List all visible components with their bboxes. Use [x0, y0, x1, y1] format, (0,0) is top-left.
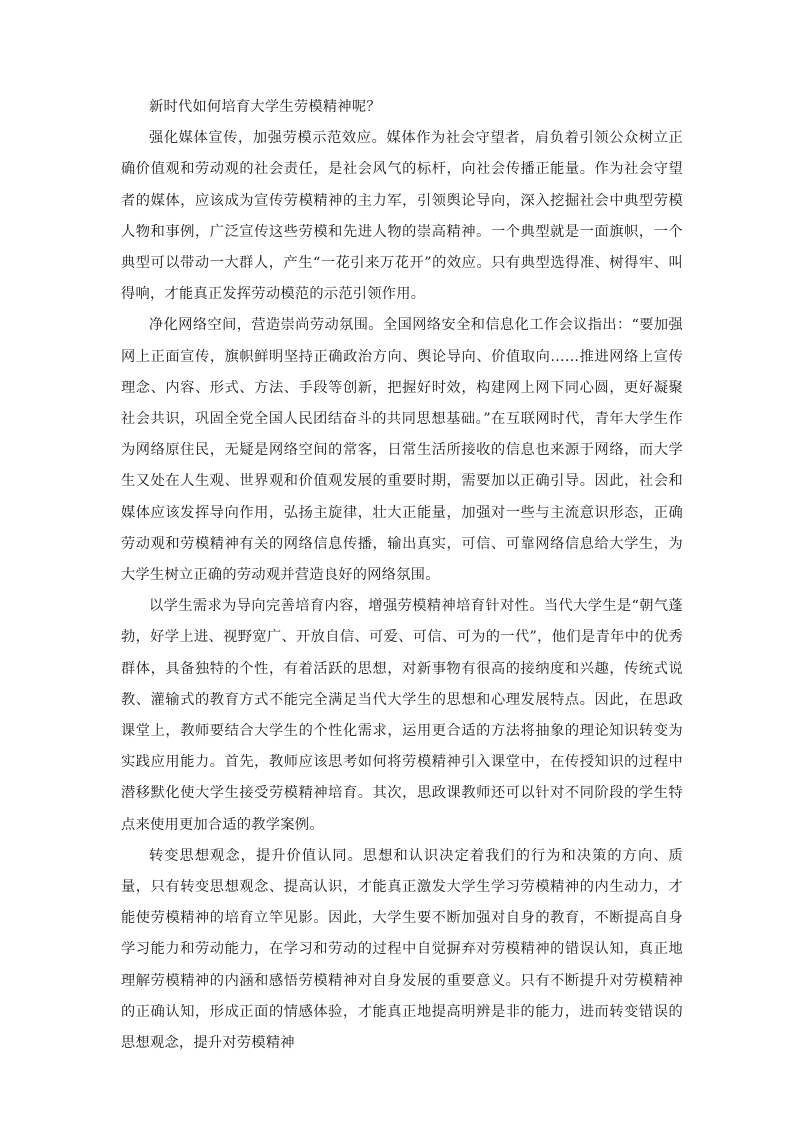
question-heading: 新时代如何培育大学生劳模精神呢？: [149, 99, 381, 115]
document-page: [121, 92, 683, 1059]
paragraph-media-publicity: 强化媒体宣传，加强劳模示范效应。媒体作为社会守望者，肩负着引领公众树立正确价值观和劳动观的社会责任，是社会风气的标杆，向社会传播正能量。作为社会守望者的媒体，应该成为宣传劳模精神的主力军，引领舆论导向，深入挖掘社会中典型劳模人物和事例，广泛宣传这些劳模和先进人物的崇高精神。一个典型就是一面旗帜，一个典型可以带动一大群人，产生“一花引来万花开”的效应。只有典型选得准、树得牢、叫得响，才能真正发挥劳动模范的示范引领作用。: [121, 130, 683, 303]
paragraph-student-needs: 以学生需求为导向完善培育内容，增强劳模精神培育针对性。当代大学生是“朝气蓬勃，好学上进、视野宽广、开放自信、可爱、可信、可为的一代”，他们是青年中的优秀群体，具备独特的个性，有着活跃的思想，对新事物有很高的接纳度和兴趣，传统式说教、灌输式的教育方式不能完全满足当代大学生的思想和心理发展特点。因此，在思政课堂上，教师要结合大学生的个性化需求，运用更合适的方法将抽象的理论知识转变为实践应用能力。首先，教师应该思考如何将劳模精神引入课堂中，在传授知识的过程中潜移默化使大学生接受劳模精神培育。其次，思政课教师还可以针对不同阶段的学生特点来使用更加合适的教学案例。: [121, 598, 683, 833]
paragraph-mindset-change: 转变思想观念，提升价值认同。思想和认识决定着我们的行为和决策的方向、质量，只有转变思想观念、提高认识，才能真正激发大学生学习劳模精神的内生动力，才能使劳模精神的培育立竿见影。因此，大学生要不断加强对自身的教育，不断提高自身学习能力和劳动能力，在学习和劳动的过程中自觉摒弃对劳模精神的错误认知，真正地理解劳模精神的内涵和感悟劳模精神对自身发展的重要意义。只有不断提升对劳模精神的正确认知，形成正面的情感体验，才能真正地提高明辨是非的能力，进而转变错误的思想观念，提升对劳模精神: [121, 847, 683, 1052]
paragraph-network-space: 净化网络空间，营造崇尚劳动氛围。全国网络安全和信息化工作会议指出：“要加强网上正面宣传，旗帜鲜明坚持正确政治方向、舆论导向、价值取向……推进网络上宣传理念、内容、形式、方法、手段等创新，把握好时效，构建网上网下同心圆，更好凝聚社会共识，巩固全党全国人民团结奋斗的共同思想基础。”在互联网时代，青年大学生作为网络原住民，无疑是网络空间的常客，日常生活所接收的信息也来源于网络，而大学生又处在人生观、世界观和价值观发展的重要时期，需要加以正确引导。因此，社会和媒体应该发挥导向作用，弘扬主旋律，壮大正能量，加强对一些与主流意识形态，正确劳动观和劳模精神有关的网络信息传播，输出真实，可信、可靠网络信息给大学生，为大学生树立正确的劳动观并营造良好的网络氛围。: [121, 317, 683, 584]
